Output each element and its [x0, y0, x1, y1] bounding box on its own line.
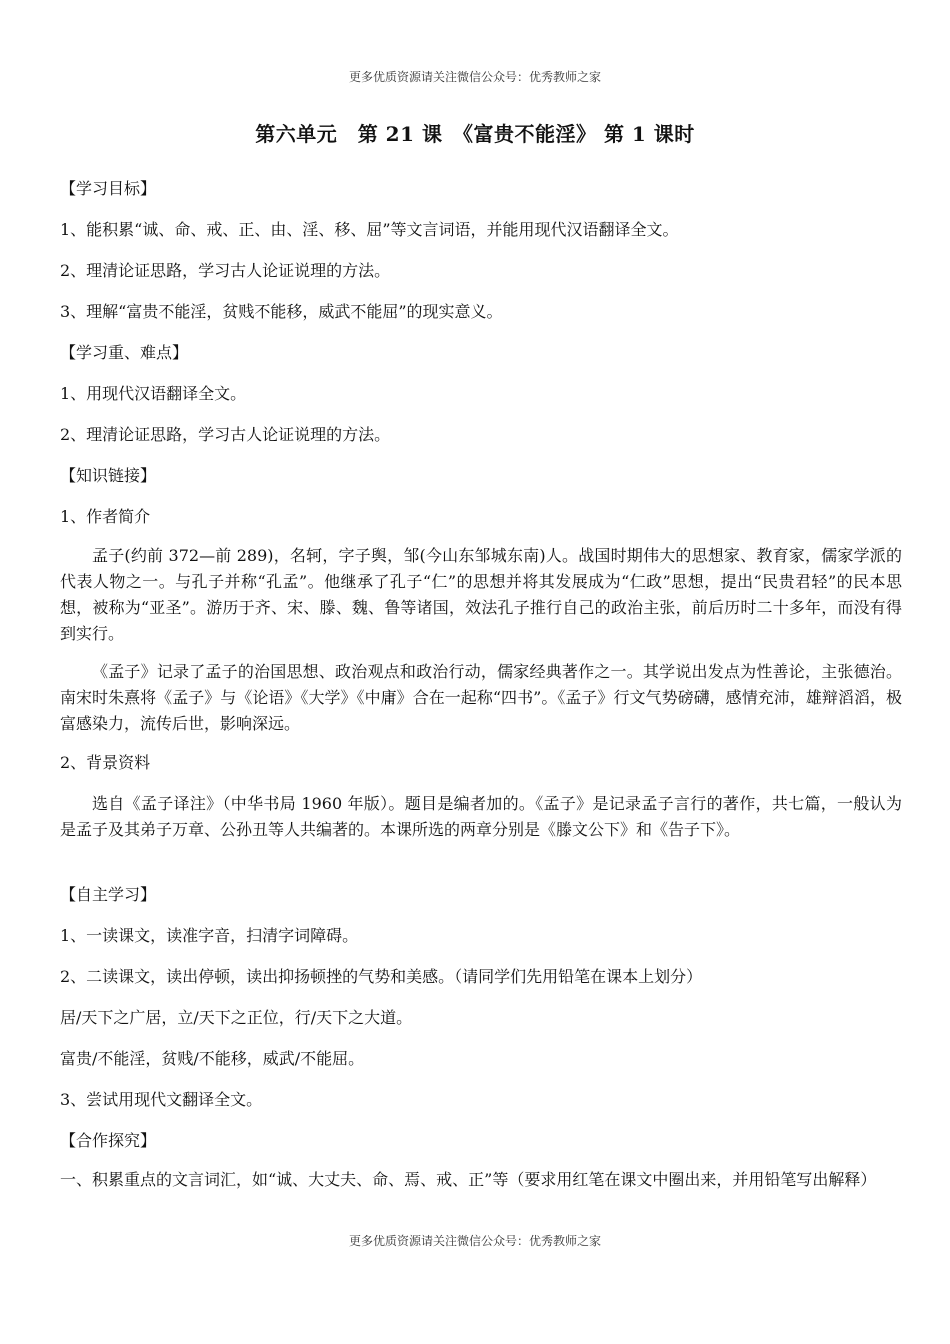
self-study-item-3: 3、尝试用现代文翻译全文。	[60, 1090, 263, 1109]
key-point-item-2: 2、理清论证思路，学习古人论证说理的方法。	[60, 425, 391, 444]
key-points-heading: 【学习重、难点】	[60, 343, 189, 362]
goal-item-2: 2、理清论证思路，学习古人论证说理的方法。	[60, 261, 391, 280]
page-footer: 更多优质资源请关注微信公众号：优秀教师之家	[348, 1234, 601, 1248]
pause-example-1: 居/天下之广居，立/天下之正位，行/天下之大道。	[60, 1008, 413, 1027]
author-paragraph-2: 《孟子》记录了孟子的治国思想、政治观点和政治行动，儒家经典著作之一。其学说出发点为性善论，主张德治。南宋时朱熹将《孟子》与《论语》《大学》《中庸》合在一起称“四书”。《孟子》行文气势磅礴，感情充沛，雄辩滔滔，极富感染力，流传后世，影响深远。	[60, 662, 902, 733]
author-paragraph-1: 孟子(约前 372—前 289)，名轲，字子舆，邹(今山东邹城东南)人。战国时期伟大的思想家、教育家，儒家学派的代表人物之一。与孔子并称“孔孟”。他继承了孔子“仁”的思想并将其发展成为“仁政”思想，提出“民贵君轻”的民本思想，被称为“亚圣”。游历于齐、宋、滕、魏、鲁等诸国，效法孔子推行自己的政治主张，前后历时二十多年，而没有得到实行。	[60, 546, 902, 643]
goal-item-1: 1、能积累“诚、命、戒、正、由、淫、移、屈”等文言词语，并能用现代汉语翻译全文。	[60, 220, 679, 239]
goals-heading: 【学习目标】	[60, 179, 157, 198]
cooperation-heading: 【合作探究】	[60, 1131, 157, 1150]
page-header: 更多优质资源请关注微信公众号：优秀教师之家	[348, 70, 601, 84]
background-heading: 2、背景资料	[60, 753, 151, 772]
goal-item-3: 3、理解“富贵不能淫，贫贱不能移，威武不能屈”的现实意义。	[60, 302, 503, 321]
author-heading: 1、作者简介	[60, 507, 151, 526]
background-paragraph: 选自《孟子译注》（中华书局 1960 年版）。题目是编者加的。《孟子》是记录孟子言行的著作，共七篇，一般认为是孟子及其弟子万章、公孙丑等人共编著的。本课所选的两章分别是《滕文公下》和《告子下》。	[60, 794, 902, 839]
key-point-item-1: 1、用现代汉语翻译全文。	[60, 384, 247, 403]
self-study-item-1: 1、一读课文，读准字音，扫清字词障碍。	[60, 926, 359, 945]
self-study-item-2: 2、二读课文，读出停顿，读出抑扬顿挫的气势和美感。（请同学们先用铅笔在课本上划分）	[60, 967, 703, 986]
pause-example-2: 富贵/不能淫，贫贱/不能移，威武/不能屈。	[60, 1049, 365, 1068]
self-study-heading: 【自主学习】	[60, 885, 157, 904]
page-title: 第六单元 第 21 课 《富贵不能淫》 第 1 课时	[255, 122, 695, 146]
knowledge-heading: 【知识链接】	[60, 466, 157, 485]
cooperation-item-1: 一、积累重点的文言词汇，如“诚、大丈夫、命、焉、戒、正”等（要求用红笔在课文中圈出来，并用铅笔写出解释）	[60, 1170, 877, 1189]
